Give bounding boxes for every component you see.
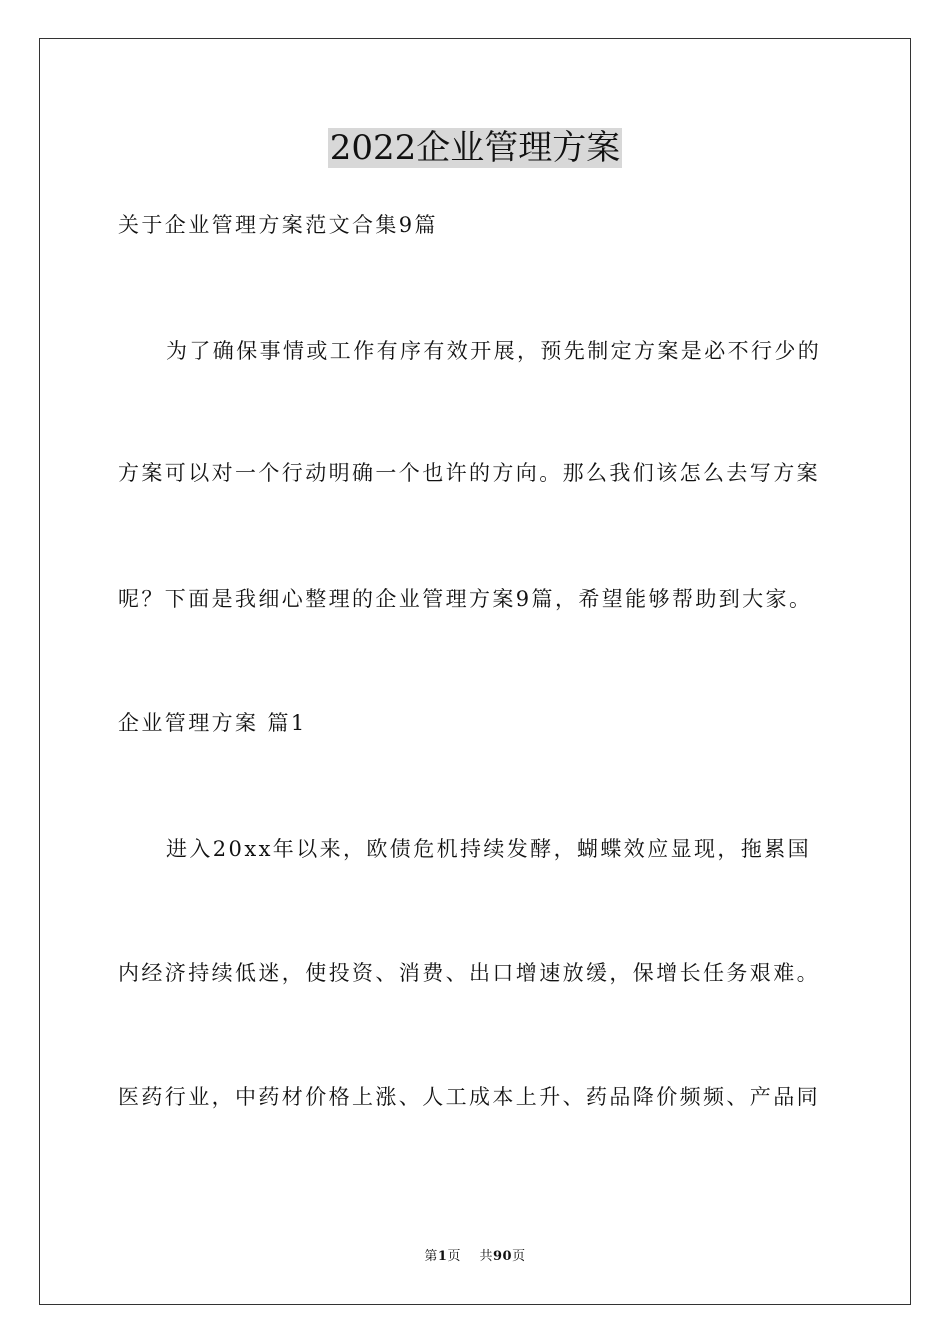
paragraph-line: 进入20xx年以来，欧债危机持续发酵，蝴蝶效应显现，拖累国: [166, 837, 812, 861]
page-number: 1: [437, 1249, 448, 1264]
page-footer: [0, 1248, 950, 1266]
paragraph-line: 医药行业，中药材价格上涨、人工成本上升、药品降价频频、产品同: [118, 1085, 820, 1109]
paragraph-line: 方案可以对一个行动明确一个也许的方向。那么我们该怎么去写方案: [118, 461, 820, 485]
total-pages: 90: [493, 1249, 513, 1264]
document-title-text: 2022企业管理方案: [329, 128, 621, 168]
total-prefix: 共: [479, 1249, 493, 1264]
paragraph-line: 内经济持续低迷，使投资、消费、出口增速放缓，保增长任务艰难。: [118, 961, 820, 985]
paragraph-line: 为了确保事情或工作有序有效开展，预先制定方案是必不行少的: [166, 339, 822, 363]
section-heading: 企业管理方案 篇1: [118, 711, 307, 735]
page-prefix: 第: [424, 1249, 438, 1264]
document-title: [0, 126, 950, 170]
paragraph-line: 呢？下面是我细心整理的企业管理方案9篇，希望能够帮助到大家。: [118, 587, 813, 611]
document-subtitle: 关于企业管理方案范文合集9篇: [118, 213, 438, 237]
page-suffix: 页: [447, 1249, 461, 1264]
total-suffix: 页: [512, 1249, 526, 1264]
